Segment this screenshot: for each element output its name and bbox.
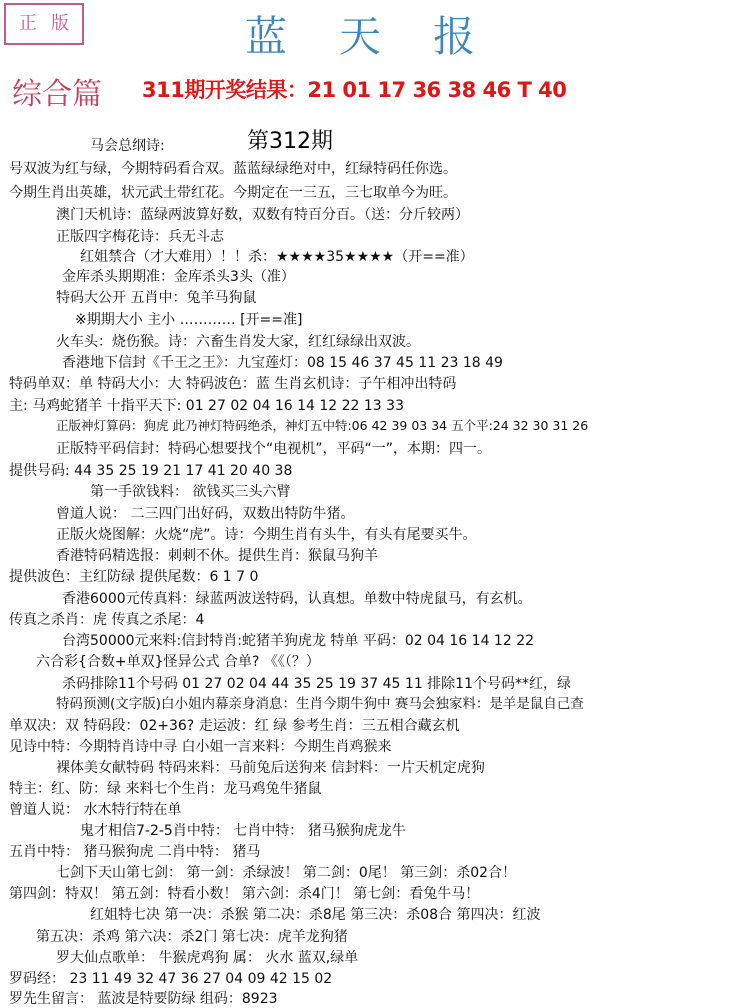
text-line: 红姐禁合（才大难用）！！杀：★★★★35★★★★（开==准） [80, 249, 474, 265]
stamp-right: 版 [51, 13, 69, 34]
text-line: 罗大仙点歌单： 牛猴虎鸡狗 属： 火水 蓝双,绿单 [56, 950, 359, 966]
issue-number: 第312期 [247, 129, 333, 154]
text-line: 传真之杀肖：虎 传真之杀尾：4 [9, 612, 205, 628]
text-line: 正版特平码信封：特码心想要找个“电视机”，平码“一”，本期：四一。 [56, 441, 492, 457]
text-line: ※期期大小 主小 ………… [开==准] [75, 312, 303, 328]
text-line: 正版火烧图解：火烧“虎”。诗：今期生肖有头牛，有头有尾要买牛。 [56, 527, 477, 543]
text-line: 号双波为红与绿，今期特码看合双。蓝蓝绿绿绝对中，红绿特码任你选。 [9, 161, 457, 177]
text-line: 见诗中特：今期特肖诗中寻 白小姐一言来料：今期生肖鸡猴来 [9, 739, 392, 755]
text-line: 七剑下天山第七剑： 第一剑：杀绿波！ 第二剑：0尾！ 第三剑：杀02合！ [56, 865, 517, 881]
text-line: 红姐特七决 第一决：杀猴 第二决：杀8尾 第三决：杀08合 第四决：红波 [90, 907, 541, 923]
text-line: 六合彩{合数+单双}怪异公式 合单? 《《（？） [36, 654, 320, 670]
text-line: 火车头：烧伤猴。诗：六畜生肖发大家，红红绿绿出双波。 [56, 334, 420, 350]
text-line: 曾道人说： 水木特行特在单 [9, 802, 182, 818]
text-line: 提供波色：主红防绿 提供尾数：6 1 7 0 [9, 569, 259, 585]
text-line: 罗码经： 23 11 49 32 47 36 27 04 09 42 15 02 [9, 971, 333, 987]
text-line: 特主：红、防：绿 来料七个生肖：龙马鸡兔牛猪鼠 [9, 781, 322, 797]
text-line: 曾道人说： 二三四门出好码，双数出特防牛猪。 [56, 506, 355, 522]
text-line: 鬼才相信7-2-5肖中特： 七肖中特： 猪马猴狗虎龙牛 [80, 823, 406, 839]
text-line: 第五决：杀鸡 第六决：杀2门 第七决：虎羊龙狗猪 [36, 929, 348, 945]
text-line: 香港特码精选报：刺刺不休。提供生肖：猴鼠马狗羊 [56, 548, 378, 564]
text-line: 马会总纲诗: [90, 138, 165, 154]
page-title: 蓝天报 [245, 12, 528, 61]
text-line: 澳门天机诗：蓝绿两波算好数，双数有特百分百。（送：分斤较两） [56, 207, 469, 223]
text-line: 提供号码: 44 35 25 19 21 17 41 20 40 38 [9, 463, 293, 479]
text-line: 罗先生留言： 蓝波是特要防绿 组码：8923 [9, 991, 278, 1007]
authentic-stamp [4, 3, 84, 45]
draw-result: 311期开奖结果：21 01 17 36 38 46 T 40 [142, 78, 567, 102]
text-line: 香港地下信封《千王之王》：九宝莲灯：08 15 46 37 45 11 23 18 49 [62, 355, 503, 371]
text-line: 今期生肖出英雄，状元武土带红花。今期定在一三五，三七取单今为旺。 [9, 185, 457, 201]
text-line: 正版四字梅花诗：兵无斗志 [56, 229, 224, 245]
text-line: 主: 马鸡蛇猪羊 十指平天下: 01 27 02 04 16 14 12 22 13 33 [9, 398, 404, 414]
text-line: 特码单双：单 特码大小：大 特码波色：蓝 生肖玄机诗：子午相冲出特码 [9, 376, 457, 392]
stamp-left: 正 [19, 13, 37, 34]
text-line: 金库杀头期期准：金库杀头3头（准） [62, 269, 295, 285]
text-line: 正版神灯算码：狗虎 此乃神灯特码绝杀，神灯五中特:06 42 39 03 34 五个平:24 32 30 31 26 [56, 418, 589, 433]
text-line: 裸体美女献特码 特码来料：马前兔后送狗来 信封料：一片天机定虎狗 [56, 760, 485, 776]
text-line: 香港6000元传真料：绿蓝两波送特码，认真想。单数中特虎鼠马，有玄机。 [62, 591, 532, 607]
text-line: 单双决：双 特码段：02+36? 走运波：红 绿 参考生肖：三五相合藏玄机 [9, 718, 460, 734]
text-line: 第四剑：特双！ 第五剑：特看小数！ 第六剑：杀4门！ 第七剑：看兔牛马！ [9, 886, 480, 902]
text-line: 特码预测(文字版)白小姐内幕亲身消息：生肖今期牛狗中 赛马会独家料：是羊是鼠自己查 [56, 696, 584, 712]
section-title: 综合篇 [12, 77, 102, 112]
text-line: 台湾50000元来料:信封特肖:蛇猪羊狗虎龙 特单 平码：02 04 16 14 12 22 [62, 633, 535, 649]
text-line: 第一手欲钱料： 欲钱买三头六臂 [90, 484, 291, 500]
text-line: 五肖中特： 猪马猴狗虎 二肖中特： 猪马 [9, 844, 261, 860]
text-line: 杀码排除11个号码 01 27 02 04 44 35 25 19 37 45 11 排除11个号码**红，绿 [62, 676, 571, 692]
text-line: 特码大公开 五肖中：兔羊马狗鼠 [56, 290, 257, 306]
